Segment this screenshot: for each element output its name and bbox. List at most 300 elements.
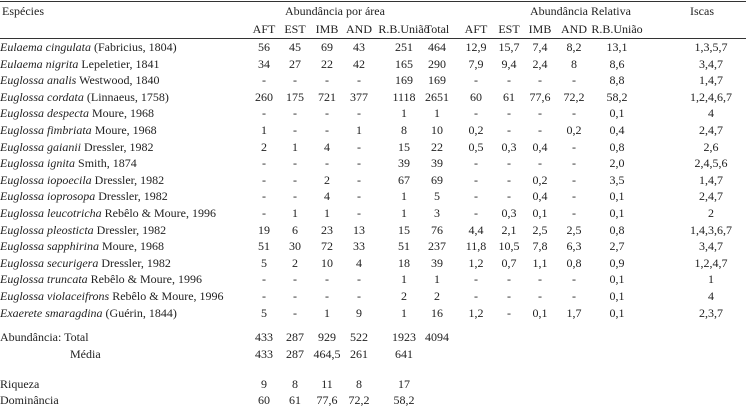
value-cell: 67 — [398, 172, 410, 187]
value-cell: - — [262, 73, 266, 88]
value-cell: 1 — [401, 272, 407, 287]
species-cell — [0, 223, 166, 238]
value-cell: 72 — [321, 239, 333, 254]
value-cell: 15,7 — [498, 40, 520, 54]
value-cell: 1,4,3,6,7 — [690, 222, 732, 237]
species-author: Dressler, 1982 — [95, 189, 168, 204]
value-cell: 2 — [292, 255, 298, 270]
value-cell: 1,2 — [468, 255, 484, 270]
value-cell: 2 — [708, 206, 714, 220]
value-cell: - — [538, 156, 542, 171]
species-author: Rebêlo & Moure, 1996 — [87, 272, 202, 287]
media-label: Média — [70, 347, 101, 361]
value-cell: - — [325, 289, 329, 303]
dominancia-cell: 60 — [258, 393, 270, 407]
value-cell: 15 — [398, 139, 410, 154]
species-cell — [0, 73, 160, 88]
value-cell: - — [538, 73, 542, 88]
species-name: Euglossa despecta — [0, 106, 89, 121]
value-cell: 0,2 — [468, 123, 484, 137]
table-row — [0, 189, 746, 205]
media-cell: 261 — [350, 347, 368, 361]
value-cell: 5 — [261, 305, 267, 320]
value-cell: 0,8 — [566, 255, 582, 270]
value-cell: 12,9 — [465, 40, 487, 54]
value-cell: 2,5 — [566, 222, 582, 237]
species-name: Euglossa fimbriata — [0, 123, 92, 137]
value-cell: 0,1 — [609, 189, 625, 204]
dominancia-cell: 72,2 — [348, 393, 370, 407]
species-name: Exaerete smaragdina — [0, 305, 103, 320]
value-cell: 33 — [353, 239, 365, 254]
species-cell — [0, 140, 154, 155]
value-cell: - — [262, 206, 266, 220]
value-cell: 1,4,7 — [699, 73, 723, 88]
value-cell: 165 — [395, 56, 413, 71]
value-cell: - — [357, 289, 361, 303]
value-cell: - — [474, 156, 478, 171]
value-cell: 1,7 — [566, 305, 582, 320]
value-cell: - — [572, 73, 576, 88]
value-cell: - — [572, 156, 576, 171]
value-cell: 22 — [321, 56, 333, 71]
species-author: Smith, 1874 — [75, 156, 137, 171]
value-cell: 2651 — [425, 89, 449, 104]
value-cell: - — [474, 106, 478, 121]
value-cell: 0,9 — [609, 255, 625, 270]
value-cell: 1 — [292, 206, 298, 220]
value-cell: - — [572, 189, 576, 204]
value-cell: - — [262, 106, 266, 121]
value-cell: - — [262, 156, 266, 171]
riqueza-cell: 11 — [321, 377, 333, 391]
col-especies-header: Espécies — [2, 4, 44, 18]
value-cell: 19 — [258, 222, 270, 237]
value-cell: 16 — [431, 305, 443, 320]
value-cell: 5 — [434, 189, 440, 204]
value-cell: - — [325, 272, 329, 287]
media-cell: 464,5 — [313, 347, 341, 361]
value-cell: - — [507, 305, 511, 320]
riqueza-cell: 8 — [292, 377, 298, 391]
value-cell: 11,8 — [465, 239, 487, 254]
value-cell: 8 — [401, 123, 407, 137]
value-cell: 7,8 — [532, 239, 548, 254]
value-cell: 175 — [286, 89, 304, 104]
value-cell: 0,4 — [532, 139, 548, 154]
value-cell: - — [507, 189, 511, 204]
value-cell: - — [293, 305, 297, 320]
dominancia-cell: 58,2 — [393, 393, 415, 407]
value-cell: 13 — [353, 222, 365, 237]
species-name: Euglossa pleosticta — [0, 222, 94, 237]
species-cell — [0, 173, 164, 188]
value-cell: - — [262, 272, 266, 287]
sub-header-cell: AFT — [464, 22, 488, 36]
table-row — [0, 256, 746, 272]
value-cell: - — [507, 289, 511, 303]
value-cell: 8 — [571, 56, 577, 71]
value-cell: - — [262, 289, 266, 303]
sub-header-cell: AND — [561, 22, 587, 36]
value-cell: 0,1 — [609, 289, 625, 303]
value-cell: 42 — [353, 56, 365, 71]
value-cell: 1 — [434, 106, 440, 121]
value-cell: - — [357, 139, 361, 154]
species-author: Dressler, 1982 — [81, 139, 154, 154]
species-name: Euglossa leucotricha — [0, 206, 102, 220]
species-author: Moure, 1968 — [91, 123, 157, 137]
value-cell: 9,4 — [501, 56, 517, 71]
table-row — [0, 306, 746, 322]
sub-header-cell: AND — [346, 22, 372, 36]
value-cell: - — [293, 123, 297, 137]
table-row — [0, 223, 746, 239]
value-cell: - — [357, 189, 361, 204]
value-cell: 0,2 — [566, 123, 582, 137]
value-cell: 45 — [289, 40, 301, 54]
species-cell — [0, 189, 168, 204]
value-cell: 3 — [434, 206, 440, 220]
riqueza-label: Riqueza — [0, 377, 40, 391]
value-cell: 169 — [395, 73, 413, 88]
value-cell: 72,2 — [563, 89, 585, 104]
value-cell: - — [357, 272, 361, 287]
value-cell: 464 — [428, 40, 446, 54]
value-cell: 7,9 — [468, 56, 484, 71]
value-cell: - — [325, 156, 329, 171]
species-cell — [0, 272, 202, 287]
value-cell: - — [262, 189, 266, 204]
species-name: Eulaema cingulata — [0, 40, 91, 54]
value-cell: - — [507, 106, 511, 121]
value-cell: 76 — [431, 222, 443, 237]
value-cell: - — [474, 206, 478, 220]
value-cell: - — [507, 272, 511, 287]
species-cell — [0, 57, 159, 72]
value-cell: 4 — [356, 255, 362, 270]
value-cell: 51 — [258, 239, 270, 254]
value-cell: - — [507, 123, 511, 137]
summary-dominancia-row — [0, 393, 746, 409]
value-cell: 2,4,7 — [699, 123, 723, 137]
riqueza-cell: 8 — [356, 377, 362, 391]
value-cell: - — [572, 289, 576, 303]
value-cell: 58,2 — [606, 89, 628, 104]
value-cell: 721 — [318, 89, 336, 104]
dominancia-cell: 77,6 — [316, 393, 338, 407]
value-cell: - — [474, 272, 478, 287]
value-cell: - — [507, 73, 511, 88]
value-cell: 1 — [401, 206, 407, 220]
value-cell: 4 — [324, 139, 330, 154]
value-cell: 2,1 — [501, 222, 517, 237]
species-cell — [0, 289, 224, 304]
value-cell: - — [293, 272, 297, 287]
dominancia-label: Dominância — [0, 393, 59, 407]
value-cell: - — [325, 123, 329, 137]
species-author: Dressler, 1982 — [93, 222, 167, 237]
species-cell — [0, 40, 177, 55]
sub-header-cell: IMB — [528, 22, 552, 36]
value-cell: 1 — [324, 305, 330, 320]
species-name: Euglossa truncata — [0, 272, 88, 287]
value-cell: - — [474, 73, 478, 88]
value-cell: 13,1 — [606, 40, 628, 54]
value-cell: 77,6 — [529, 89, 551, 104]
value-cell: 1,2 — [468, 305, 484, 320]
table-row — [0, 239, 746, 255]
value-cell: 1 — [324, 206, 330, 220]
riqueza-cell: 17 — [398, 377, 410, 391]
table-row — [0, 156, 746, 172]
species-name: Euglossa cordata — [0, 89, 84, 104]
value-cell: 1,1 — [532, 255, 548, 270]
species-name: Euglossa violaceifrons — [0, 289, 110, 303]
relativa-group-header: Abundância Relativa — [530, 4, 631, 18]
summary-media-row — [0, 347, 746, 363]
header-rule — [0, 38, 746, 39]
value-cell: 6,3 — [566, 239, 582, 254]
species-cell — [0, 90, 169, 105]
species-name: Euglossa gaianii — [0, 139, 82, 154]
value-cell: 1,2,4,6,7 — [690, 89, 732, 104]
value-cell: 0,7 — [501, 255, 517, 270]
species-name: Euglossa iopoecila — [0, 172, 92, 187]
value-cell: - — [474, 172, 478, 187]
value-cell: - — [572, 272, 576, 287]
value-cell: 3,4,7 — [699, 239, 723, 254]
table-row — [0, 90, 746, 106]
value-cell: 2,0 — [609, 156, 625, 171]
sub-header-cell: R.B.União — [591, 22, 643, 36]
species-name: Eulaema nigrita — [0, 56, 79, 71]
value-cell: - — [538, 289, 542, 303]
table-row — [0, 206, 746, 222]
value-cell: 4 — [708, 106, 714, 121]
table-row — [0, 289, 746, 305]
value-cell: - — [357, 106, 361, 121]
species-author: Moure, 1968 — [89, 106, 154, 121]
species-author: (Fabricius, 1804) — [90, 40, 177, 54]
col-iscas-header: Iscas — [690, 4, 714, 18]
table-row — [0, 57, 746, 73]
table-row — [0, 40, 746, 56]
value-cell: 0,3 — [501, 206, 517, 220]
value-cell: - — [572, 172, 576, 187]
value-cell: 10 — [321, 255, 333, 270]
total-cell: 4094 — [425, 330, 449, 344]
value-cell: - — [572, 206, 576, 220]
species-cell — [0, 106, 154, 121]
value-cell: 251 — [395, 40, 413, 54]
value-cell: 0,1 — [532, 305, 548, 320]
value-cell: 2 — [261, 139, 267, 154]
value-cell: 1,3,5,7 — [694, 40, 728, 54]
value-cell: 15 — [398, 222, 410, 237]
value-cell: 69 — [321, 40, 333, 54]
species-name: Euglossa ioprosopa — [0, 189, 96, 204]
abundancia-total-label: Abundância: Total — [0, 330, 89, 344]
value-cell: 1 — [434, 272, 440, 287]
value-cell: 5 — [261, 255, 267, 270]
total-cell: 287 — [286, 330, 304, 344]
value-cell: 0,1 — [532, 206, 548, 220]
species-author: Rebêlo & Moure, 1996 — [101, 206, 216, 220]
value-cell: - — [572, 106, 576, 121]
species-author: Rebêlo & Moure, 1996 — [109, 289, 224, 303]
value-cell: 56 — [258, 40, 270, 54]
value-cell: 260 — [255, 89, 273, 104]
value-cell: 8,8 — [609, 73, 625, 88]
value-cell: 290 — [428, 56, 446, 71]
value-cell: 0,3 — [501, 139, 517, 154]
table-row — [0, 173, 746, 189]
species-author: Dressler, 1982 — [98, 255, 171, 270]
table-row — [0, 272, 746, 288]
sub-header-cell: EST — [284, 22, 306, 36]
value-cell: - — [474, 289, 478, 303]
dominancia-cell: 61 — [289, 393, 301, 407]
species-name: Euglossa ignita — [0, 156, 76, 171]
value-cell: - — [507, 172, 511, 187]
value-cell: - — [293, 156, 297, 171]
species-author: Dressler, 1982 — [91, 172, 165, 187]
value-cell: - — [262, 172, 266, 187]
value-cell: 1118 — [392, 89, 416, 104]
value-cell: 0,8 — [609, 139, 625, 154]
value-cell: - — [293, 106, 297, 121]
value-cell: 6 — [292, 222, 298, 237]
value-cell: 237 — [428, 239, 446, 254]
value-cell: 60 — [470, 89, 482, 104]
value-cell: 0,4 — [532, 189, 548, 204]
value-cell: 2,4 — [532, 56, 548, 71]
value-cell: 1 — [401, 106, 407, 121]
species-author: Moure, 1968 — [99, 239, 165, 254]
value-cell: 1 — [292, 139, 298, 154]
value-cell: 1 — [401, 305, 407, 320]
value-cell: 4 — [708, 289, 714, 303]
value-cell: 3,5 — [609, 172, 625, 187]
total-cell: 433 — [255, 330, 273, 344]
table-row — [0, 106, 746, 122]
value-cell: 0,8 — [609, 222, 625, 237]
value-cell: 23 — [321, 222, 333, 237]
value-cell: 1,2,4,7 — [694, 255, 728, 270]
value-cell: 1 — [356, 123, 362, 137]
value-cell: 39 — [398, 156, 410, 171]
value-cell: 4,4 — [468, 222, 484, 237]
species-name: Euglossa sapphirina — [0, 239, 100, 254]
value-cell: 10,5 — [498, 239, 520, 254]
species-cell — [0, 256, 171, 271]
value-cell: 169 — [428, 73, 446, 88]
species-cell — [0, 306, 177, 321]
value-cell: 0,5 — [468, 139, 484, 154]
value-cell: 51 — [398, 239, 410, 254]
value-cell: - — [357, 172, 361, 187]
value-cell: 0,1 — [609, 305, 625, 320]
value-cell: 69 — [431, 172, 443, 187]
total-cell: 929 — [318, 330, 336, 344]
value-cell: 39 — [431, 156, 443, 171]
species-cell — [0, 239, 164, 254]
table-row — [0, 140, 746, 156]
value-cell: - — [357, 206, 361, 220]
value-cell: 0,1 — [609, 206, 625, 220]
value-cell: 8,6 — [609, 56, 625, 71]
sub-header-cell: IMB — [315, 22, 339, 36]
media-cell: 287 — [286, 347, 304, 361]
value-cell: 10 — [431, 123, 443, 137]
value-cell: 1 — [708, 272, 714, 287]
media-cell: 433 — [255, 347, 273, 361]
value-cell: - — [293, 73, 297, 88]
value-cell: 1 — [401, 189, 407, 204]
value-cell: 2,6 — [703, 139, 719, 154]
value-cell: - — [474, 189, 478, 204]
value-cell: 7,4 — [532, 40, 548, 54]
riqueza-cell: 9 — [261, 377, 267, 391]
value-cell: 39 — [431, 255, 443, 270]
sub-header-row — [0, 22, 746, 38]
species-author: Lepeletier, 1841 — [78, 56, 160, 71]
value-cell: 22 — [431, 139, 443, 154]
value-cell: - — [293, 289, 297, 303]
value-cell: - — [293, 172, 297, 187]
value-cell: 18 — [398, 255, 410, 270]
value-cell: - — [325, 106, 329, 121]
value-cell: 2,5 — [532, 222, 548, 237]
value-cell: 2 — [401, 289, 407, 303]
value-cell: 2 — [434, 289, 440, 303]
species-cell — [0, 206, 216, 221]
species-name: Euglossa securigera — [0, 255, 99, 270]
value-cell: 0,2 — [532, 172, 548, 187]
value-cell: 8,2 — [566, 40, 582, 54]
value-cell: 2,7 — [609, 239, 625, 254]
value-cell: - — [507, 156, 511, 171]
species-name: Euglossa analis — [0, 73, 77, 88]
value-cell: 61 — [503, 89, 515, 104]
summary-riqueza-row — [0, 377, 746, 393]
species-cell — [0, 156, 137, 171]
species-cell — [0, 123, 157, 138]
value-cell: - — [357, 156, 361, 171]
value-cell: 2,3,7 — [699, 305, 723, 320]
table-row — [0, 73, 746, 89]
sub-header-cell: AFT — [252, 22, 276, 36]
sub-header-cell: Total — [424, 22, 450, 36]
value-cell: 4 — [324, 189, 330, 204]
value-cell: 1 — [261, 123, 267, 137]
species-author: (Linnaeus, 1758) — [83, 89, 169, 104]
value-cell: 27 — [289, 56, 301, 71]
top-rule — [0, 1, 746, 2]
value-cell: 9 — [356, 305, 362, 320]
value-cell: 0,1 — [609, 106, 625, 121]
value-cell: 2,4,5,6 — [694, 156, 728, 171]
value-cell: 2,4,7 — [699, 189, 723, 204]
value-cell: 0,1 — [609, 272, 625, 287]
total-cell: 1923 — [392, 330, 416, 344]
value-cell: - — [538, 123, 542, 137]
summary-total-row — [0, 330, 746, 346]
value-cell: - — [538, 272, 542, 287]
value-cell: 34 — [258, 56, 270, 71]
value-cell: - — [572, 139, 576, 154]
